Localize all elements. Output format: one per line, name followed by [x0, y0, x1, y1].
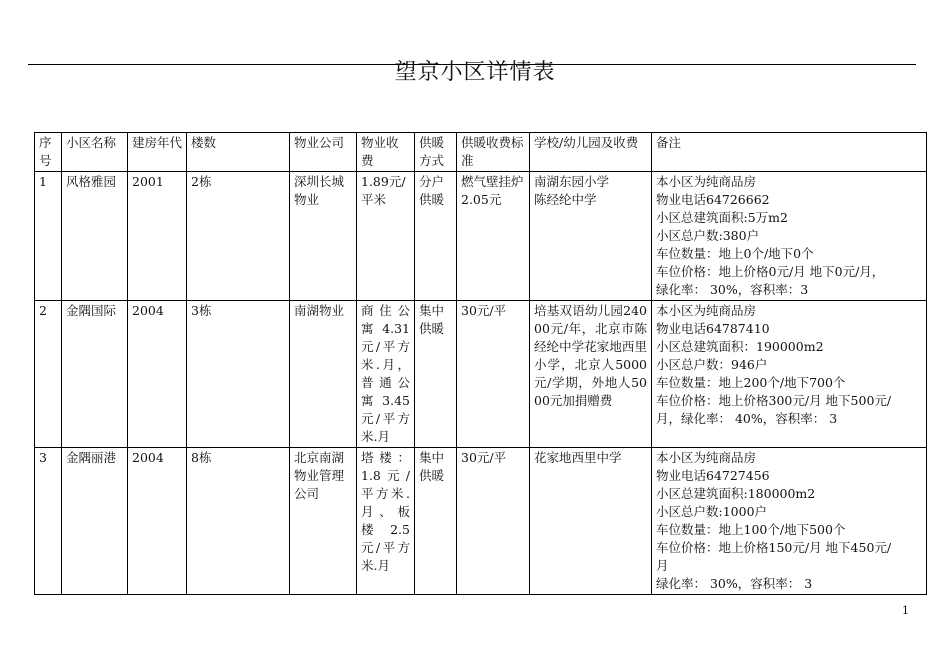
note-line: 车位数量：地上200个/地下700个	[656, 375, 846, 390]
page-title: 望京小区详情表	[394, 60, 556, 85]
note-line: 车位价格：地上价格150元/月 地下450元/	[656, 540, 892, 555]
cell-school	[530, 301, 652, 448]
cell-name: 风格雅园	[62, 172, 128, 301]
cell-no: 1	[35, 172, 62, 301]
cell-no: 2	[35, 301, 62, 448]
cell-company: 南湖物业	[290, 301, 357, 448]
cell-name: 金隅国际	[62, 301, 128, 448]
note-line: 本小区为纯商品房	[656, 450, 757, 465]
cell-name: 金隅丽港	[62, 448, 128, 595]
cell-heating: 集中供暖	[415, 301, 457, 448]
cell-fee	[357, 448, 415, 595]
table-row	[35, 301, 927, 448]
note-line: 绿化率： 30%，容积率： 3	[656, 576, 813, 591]
note-line: 小区总户数:1000户	[656, 504, 768, 519]
cell-heating: 集中供暖	[415, 448, 457, 595]
cell-fee	[357, 301, 415, 448]
header-notes: 备注	[652, 133, 927, 172]
school-line: 陈经纶中学	[534, 192, 597, 207]
cell-buildings: 3栋	[187, 301, 290, 448]
note-line: 车位数量：地上0个/地下0个	[656, 246, 814, 261]
note-line: 月，绿化率： 40%，容积率： 3	[656, 411, 838, 426]
cell-heating-fee: 30元/平	[457, 301, 530, 448]
school-line: 花家地西里中学	[534, 450, 622, 465]
header-fee: 物业收费	[357, 133, 415, 172]
note-line: 小区总建筑面积:5万m2	[656, 210, 788, 225]
note-line: 本小区为纯商品房	[656, 174, 757, 189]
header-row	[35, 133, 927, 172]
table-row	[35, 448, 927, 595]
cell-heating-fee: 30元/平	[457, 448, 530, 595]
note-line: 本小区为纯商品房	[656, 303, 757, 318]
note-line: 物业电话64726662	[656, 192, 770, 207]
cell-buildings: 8栋	[187, 448, 290, 595]
cell-fee: 1.89元/平米	[357, 172, 415, 301]
cell-no: 3	[35, 448, 62, 595]
community-table	[34, 132, 927, 595]
cell-year: 2001	[128, 172, 187, 301]
school-line: 南湖东园小学	[534, 174, 610, 189]
note-line: 绿化率： 30%，容积率：3	[656, 282, 809, 297]
header-heating-fee: 供暖收费标准	[457, 133, 530, 172]
note-line: 物业电话64787410	[656, 321, 770, 336]
header-heating: 供暖方式	[415, 133, 457, 172]
note-line: 车位价格：地上价格0元/月 地下0元/月，	[656, 264, 885, 279]
header-year: 建房年代	[128, 133, 187, 172]
page-number: 1	[902, 604, 909, 617]
cell-year: 2004	[128, 448, 187, 595]
note-line: 小区总户数：946户	[656, 357, 768, 372]
fee-text: 塔楼：1.8元/平方米.月、板楼2.5元/平方米.月	[361, 450, 410, 573]
fee-text: 商住公寓 4.31元/平方米.月，普通公寓 3.45元/平方米.月	[361, 303, 410, 444]
cell-notes	[652, 448, 927, 595]
cell-heating-fee: 燃气壁挂炉 2.05元	[457, 172, 530, 301]
cell-school	[530, 172, 652, 301]
note-line: 小区总建筑面积:180000m2	[656, 486, 816, 501]
cell-school	[530, 448, 652, 595]
note-line: 车位数量：地上100个/地下500个	[656, 522, 846, 537]
school-text: 培基双语幼儿园24000元/年，北京市陈经纶中学花家地西里小学，北京人5000元/学期，外地人5000元加捐赠费	[534, 303, 647, 408]
cell-buildings: 2栋	[187, 172, 290, 301]
header-no: 序号	[35, 133, 62, 172]
cell-company: 北京南湖物业管理公司	[290, 448, 357, 595]
note-line: 物业电话64727456	[656, 468, 770, 483]
header-buildings: 楼数	[187, 133, 290, 172]
cell-year: 2004	[128, 301, 187, 448]
cell-notes	[652, 172, 927, 301]
note-line: 月	[656, 558, 669, 573]
note-line: 车位价格：地上价格300元/月 地下500元/	[656, 393, 892, 408]
header-company: 物业公司	[290, 133, 357, 172]
cell-heating: 分户供暖	[415, 172, 457, 301]
note-line: 小区总户数:380户	[656, 228, 760, 243]
note-line: 小区总建筑面积：190000m2	[656, 339, 824, 354]
table-row	[35, 172, 927, 301]
header-name: 小区名称	[62, 133, 128, 172]
cell-company: 深圳长城物业	[290, 172, 357, 301]
cell-notes	[652, 301, 927, 448]
header-school: 学校/幼儿园及收费	[530, 133, 652, 172]
